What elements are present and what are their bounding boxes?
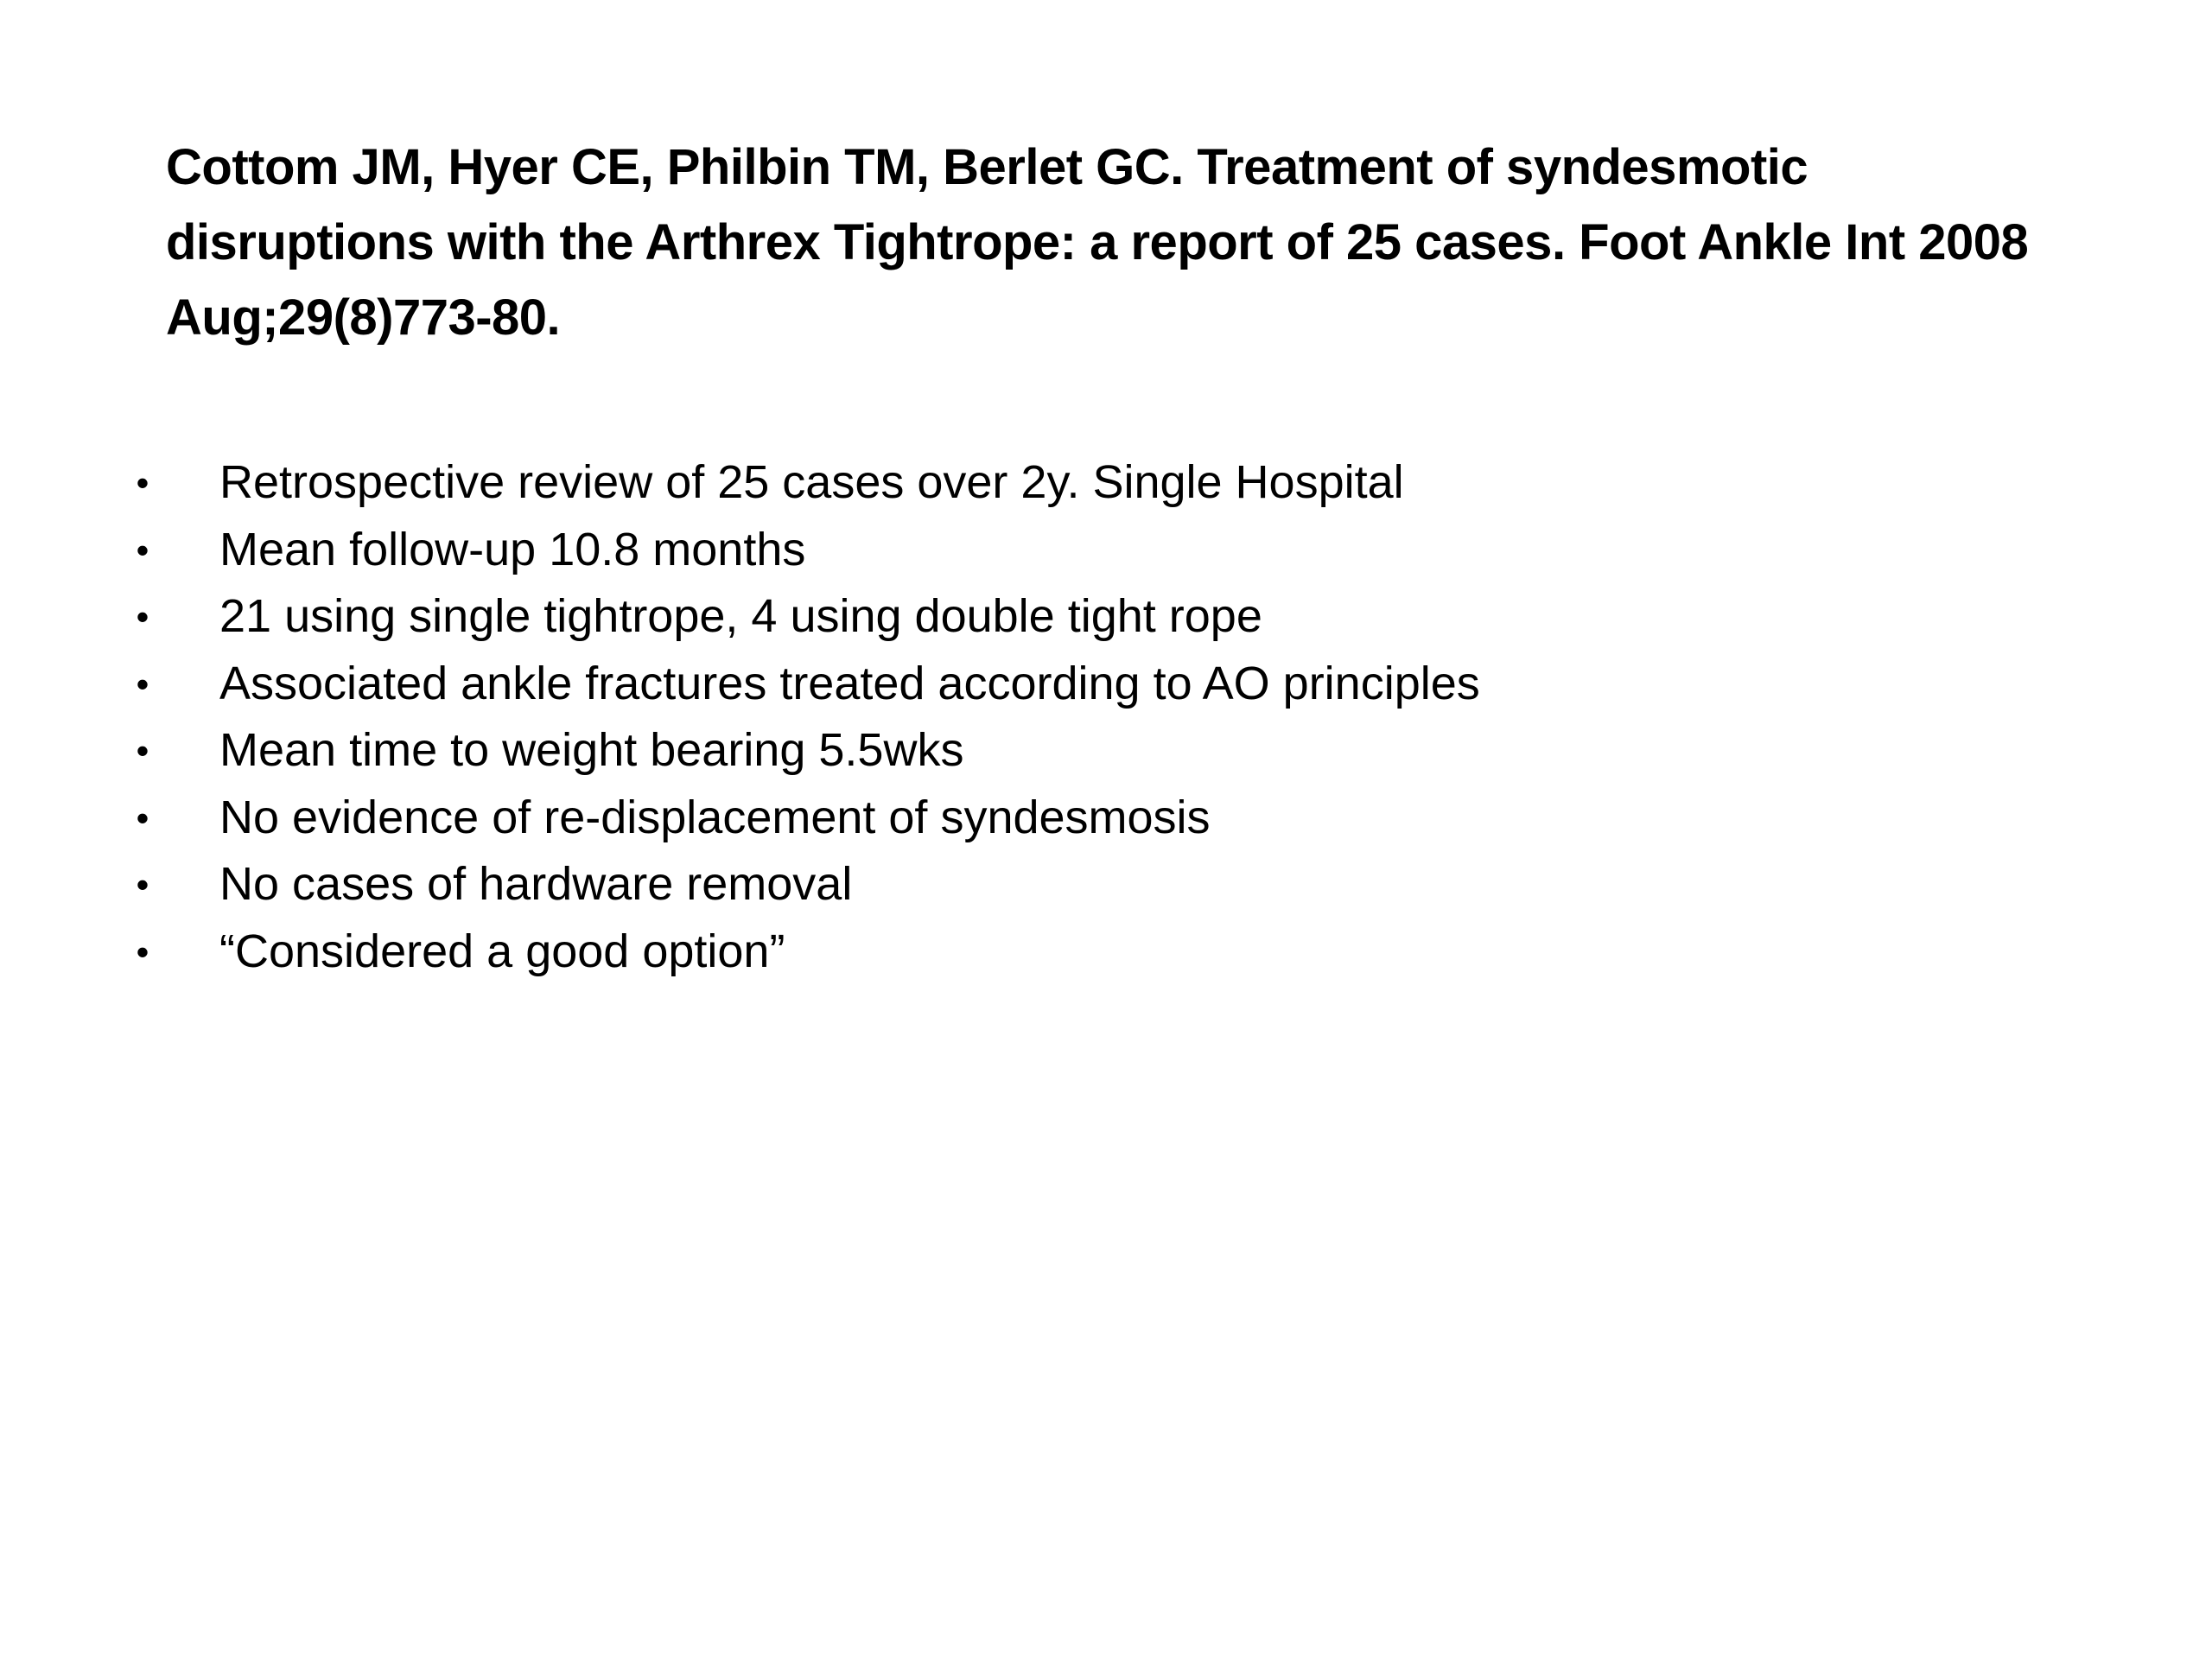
list-item (130, 449, 2031, 517)
list-item (130, 717, 2031, 785)
bullet-text: “Considered a good option” (219, 925, 785, 977)
bullet-text: Retrospective review of 25 cases over 2y. Single Hospital (219, 456, 1404, 508)
bullet-icon: • (136, 462, 149, 503)
bullet-text: No cases of hardware removal (219, 858, 853, 910)
bullet-icon: • (136, 529, 149, 570)
bullet-icon: • (136, 596, 149, 637)
list-item (130, 583, 2031, 651)
list-item (130, 918, 2031, 986)
bullet-text: Associated ankle fractures treated according to AO principles (219, 657, 1480, 709)
bullet-icon: • (136, 730, 149, 771)
bullet-text: Mean follow-up 10.8 months (219, 523, 806, 575)
bullet-icon: • (136, 663, 149, 704)
bullet-icon: • (136, 931, 149, 972)
list-item (130, 651, 2031, 718)
bullet-list (130, 449, 2031, 985)
slide-title: Cottom JM, Hyer CE, Philbin TM, Berlet GC. Treatment of syndesmotic disruptions with the Arthrex Tightrope: a report of 25 cases. Foot Ankle Int 2008 Aug;29(8)773-80. (166, 139, 2029, 346)
bullet-icon: • (136, 864, 149, 905)
bullet-text: No evidence of re-displacement of syndesmosis (219, 791, 1211, 843)
bullet-text: 21 using single tightrope, 4 using double tight rope (219, 590, 1262, 642)
bullet-icon: • (136, 797, 149, 838)
list-item (130, 517, 2031, 584)
bullet-text: Mean time to weight bearing 5.5wks (219, 724, 964, 776)
list-item (130, 851, 2031, 918)
list-item (130, 785, 2031, 852)
